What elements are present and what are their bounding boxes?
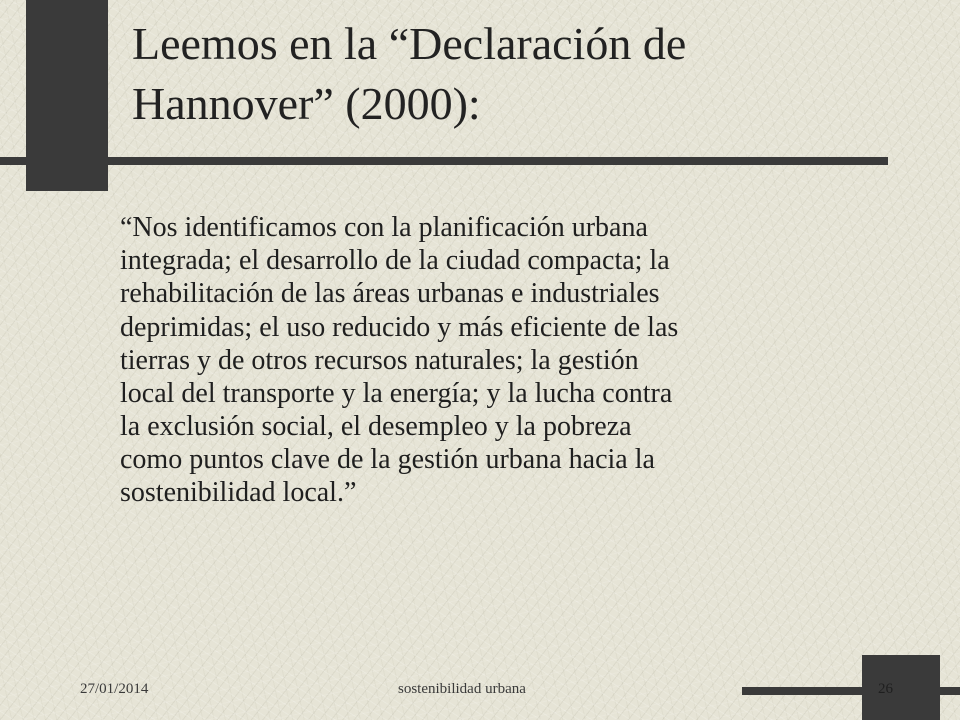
quote-line: “Nos identificamos con la planificación urbana — [120, 212, 648, 243]
footer-date: 27/01/2014 — [80, 681, 149, 697]
quote-line: rehabilitación de las áreas urbanas e industriales — [120, 278, 660, 310]
quote-line: tierras y de otros recursos naturales; la gestión — [120, 344, 639, 376]
slide-title — [132, 14, 942, 134]
quote-line: como puntos clave de la gestión urbana hacia la — [120, 444, 655, 476]
quote-line: sostenibilidad local.” — [120, 477, 357, 509]
quote-body — [120, 211, 890, 510]
quote-line: integrada; el desarrollo de la ciudad compacta; la — [120, 245, 670, 277]
slide-title-line: Hannover” (2000): — [132, 77, 481, 129]
quote-line: local del transporte y la energía; y la lucha contra — [120, 377, 673, 409]
title-divider — [0, 157, 888, 165]
page-number-box — [862, 655, 940, 720]
page-number: 26 — [878, 681, 893, 697]
slide-title-line: Leemos en la “Declaración de — [132, 18, 687, 69]
quote-line: deprimidas; el uso reducido y más eficiente de las — [120, 311, 679, 343]
quote-line: la exclusión social, el desempleo y la pobreza — [120, 411, 632, 443]
footer-topic: sostenibilidad urbana — [398, 681, 526, 697]
